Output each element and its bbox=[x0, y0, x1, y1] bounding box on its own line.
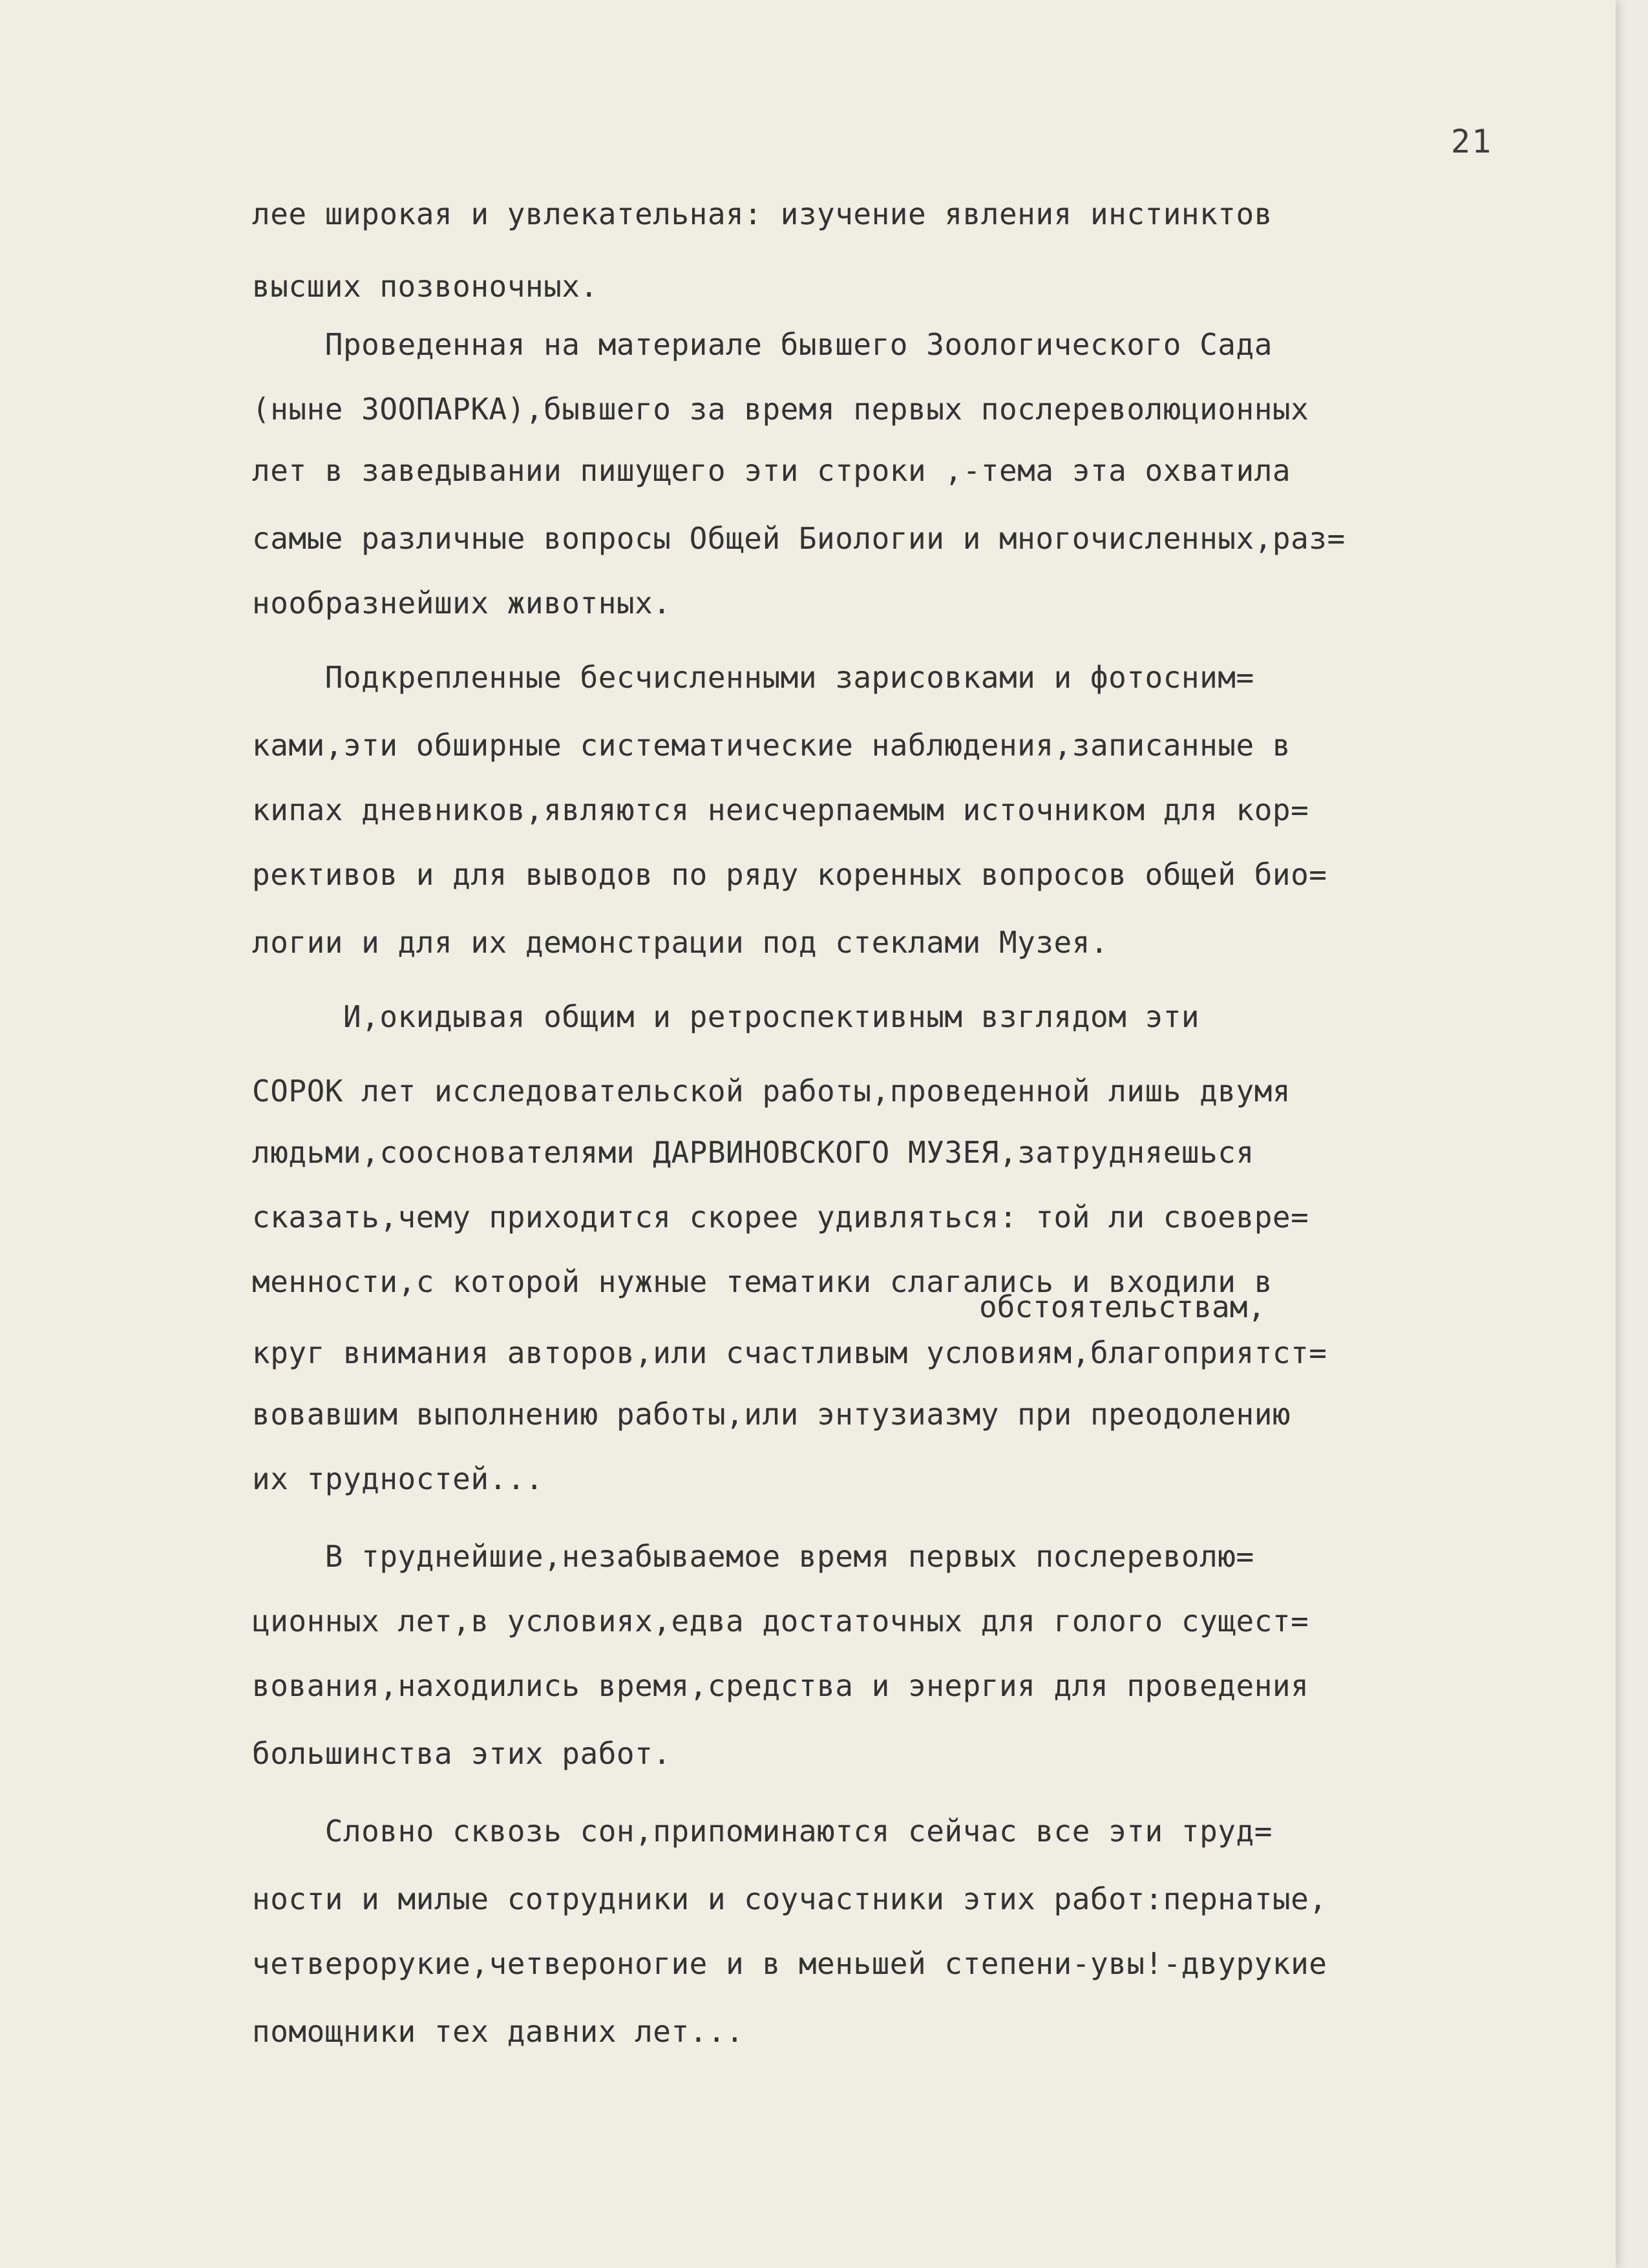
text-line: вования,находились время,средства и энергия для проведения bbox=[252, 1668, 1309, 1703]
text-line: рективов и для выводов по ряду коренных вопросов общей био= bbox=[252, 857, 1327, 892]
text-line: сказать,чему приходится скорее удивляться: той ли своевре= bbox=[252, 1200, 1309, 1235]
text-line: Проведенная на материале бывшего Зоологического Сада bbox=[252, 327, 1273, 362]
text-line: круг внимания авторов,или счастливым условиям,благоприятст= bbox=[252, 1335, 1327, 1370]
text-line: большинства этих работ. bbox=[252, 1736, 671, 1771]
text-line: (ныне ЗООПАРКА),бывшего за время первых послереволюционных bbox=[252, 392, 1309, 427]
text-line: высших позвоночных. bbox=[252, 269, 598, 304]
text-line: ционных лет,в условиях,едва достаточных для голого сущест= bbox=[252, 1604, 1309, 1638]
text-line: самые различные вопросы Общей Биологии и многочисленных,раз= bbox=[252, 521, 1346, 556]
text-line: Словно сквозь сон,припоминаются сейчас все эти труд= bbox=[252, 1814, 1273, 1849]
text-line: вовавшим выполнению работы,или энтузиазму при преодолению bbox=[252, 1397, 1291, 1432]
text-line: менности,с которой нужные тематики слагались и входили в bbox=[252, 1264, 1273, 1299]
text-line: В труднейшие,незабываемое время первых послереволю= bbox=[252, 1539, 1254, 1574]
text-line: кипах дневников,являются неисчерпаемым источником для кор= bbox=[252, 792, 1309, 827]
text-line: лет в заведывании пишущего эти строки ,-тема эта охватила bbox=[252, 453, 1291, 488]
text-line: нообразнейших животных. bbox=[252, 586, 671, 620]
text-line: СОРОК лет исследовательской работы,проведенной лишь двумя bbox=[252, 1074, 1291, 1108]
text-line: И,окидывая общим и ретроспективным взглядом эти bbox=[252, 999, 1200, 1034]
text-line: их трудностей... bbox=[252, 1461, 544, 1496]
text-line: логии и для их демонстрации под стеклами Музея. bbox=[252, 925, 1109, 960]
text-line: ками,эти обширные систематические наблюдения,записанные в bbox=[252, 728, 1291, 763]
interlinear-correction: обстоятельствам, bbox=[979, 1289, 1266, 1324]
text-line: людьми,сооснователями ДАРВИНОВСКОГО МУЗЕЯ,затрудняешься bbox=[252, 1135, 1254, 1170]
text-line: четверорукие,четвероногие и в меньшей степени-увы!-двурукие bbox=[252, 1946, 1327, 1981]
text-line: помощники тех давних лет... bbox=[252, 2014, 745, 2049]
text-line: ности и милые сотрудники и соучастники этих работ:пернатые, bbox=[252, 1881, 1327, 1916]
text-line: лее широкая и увлекательная: изучение явления инстинктов bbox=[252, 196, 1273, 231]
page-number: 21 bbox=[1451, 123, 1493, 160]
text-line: Подкрепленные бесчисленными зарисовками и фотосним= bbox=[252, 660, 1254, 695]
